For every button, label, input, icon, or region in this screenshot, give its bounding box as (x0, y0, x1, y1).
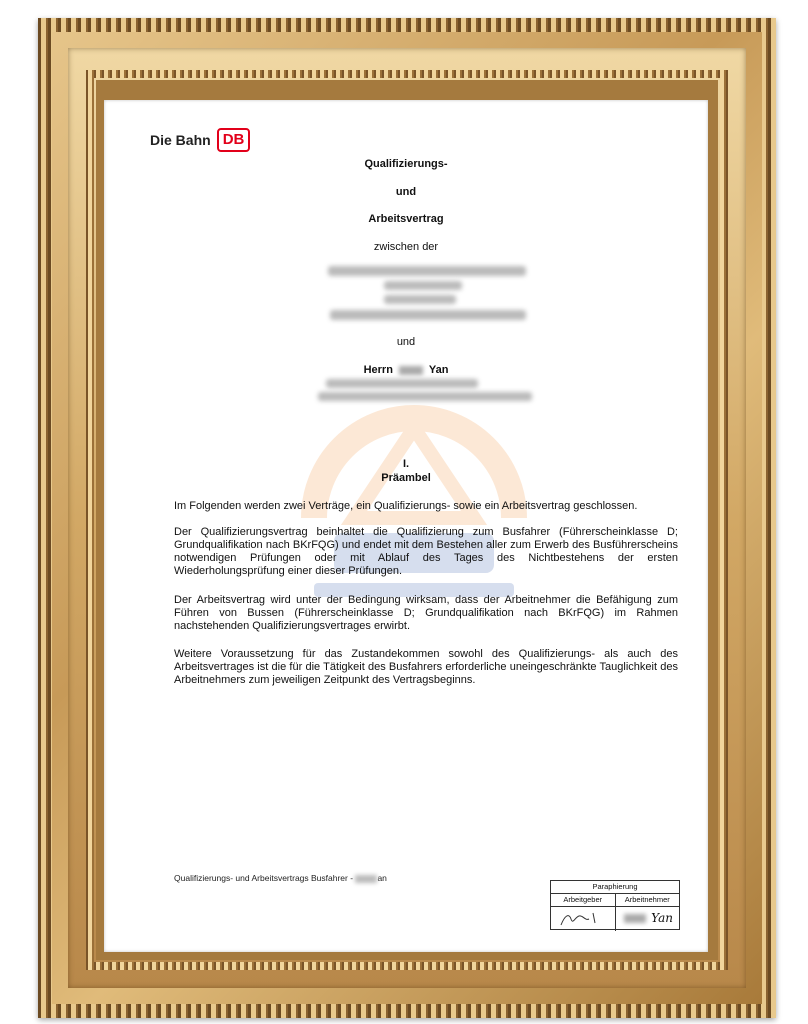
redacted-employer-address (330, 310, 526, 320)
redacted-signature (624, 914, 646, 923)
employer-signature (551, 907, 616, 931)
redacted-employer-line (384, 295, 456, 304)
between-label: zwischen der (373, 241, 439, 253)
die-bahn-logo (150, 128, 250, 152)
section-number: I. (402, 458, 410, 470)
db-badge: DB (217, 128, 251, 152)
paragraph-3: Der Arbeitsvertrag wird unter der Bedingung wirksam, dass der Arbeitnehmer die Befähigung zum Führen von Bussen (Führerscheinklasse D; Grundqualifikation nach BKrFQG) im Rahmen nachstehenden Qualifizierungsvertrages erwirbt. (174, 594, 678, 632)
title-line-2: und (395, 186, 417, 198)
section-heading: Präambel (381, 472, 431, 484)
page-footer (174, 873, 387, 883)
employer-column-label: Arbeitgeber (551, 894, 616, 906)
employee-surname: Yan (428, 364, 449, 376)
redacted-employer-name (328, 266, 526, 276)
redacted-employee-address (318, 392, 532, 401)
redacted-birth-date (326, 379, 478, 388)
title-line-1: Qualifizierungs- (364, 158, 448, 170)
employee-signature-text: Yan (651, 911, 673, 925)
employer-signature-icon (551, 907, 615, 931)
paragraph-1: Im Folgenden werden zwei Verträge, ein Qualifizierungs- sowie ein Arbeitsvertrag geschlossen. (174, 500, 638, 512)
employee-salutation: Herrn (363, 364, 393, 376)
title-line-3: Arbeitsvertrag (368, 213, 444, 225)
footer-suffix: an (377, 873, 387, 883)
paraphierung-title: Paraphierung (551, 881, 679, 894)
and-label: und (396, 336, 416, 348)
paraphierung-signatures (551, 907, 679, 931)
redacted-footer-name (355, 875, 377, 883)
paraphierung-columns (551, 894, 679, 907)
contract-page (104, 100, 708, 952)
paragraph-4: Weitere Voraussetzung für das Zustandekommen sowohl des Qualifizierungs- als auch des Arbeitsvertrages ist die für die Tätigkeit des Busfahrers erforderliche uneingeschränkte Tauglichkeit des Arbeitnehmers zum jeweiligen Zeitpunkt des Vertragsbeginns. (174, 648, 678, 686)
redacted-first-name (399, 366, 423, 375)
paragraph-2: Der Qualifizierungsvertrag beinhaltet die Qualifizierung zum Busfahrer (Führerscheinklasse D; Grundqualifikation nach BKrFQG) und endet mit dem Bestehen aller zum Erwerb des Busführerscheins notwendigen Prüfungen oder mit Ablauf des Tages des Nichtbestehens der ersten Wiederholungsprüfung einer dieser Prüfungen. (174, 526, 678, 577)
paraphierung-box (550, 880, 680, 930)
logo-text: Die Bahn (150, 132, 211, 148)
employee-signature (616, 907, 679, 931)
redacted-employer-line (384, 281, 462, 290)
footer-text: Qualifizierungs- und Arbeitsvertrags Busfahrer - (174, 873, 354, 883)
employee-name (104, 364, 708, 376)
watermark-logo-icon (274, 368, 554, 618)
employee-column-label: Arbeitnehmer (624, 895, 670, 904)
